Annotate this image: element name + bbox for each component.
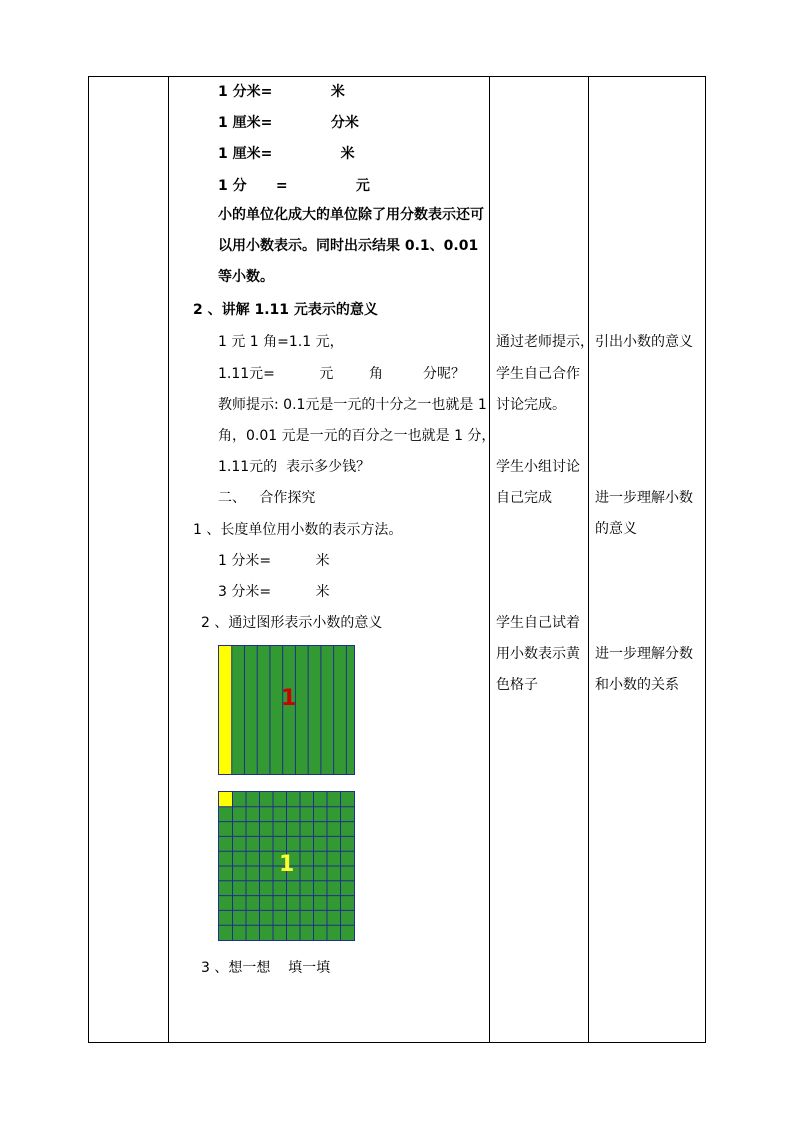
hundredths-grid-figure — [218, 791, 355, 941]
student-activity-c3: 色格子 — [496, 677, 538, 693]
highlighted-tenth — [219, 646, 232, 774]
figure-label-1: 1 — [281, 686, 297, 711]
column-divider-3 — [588, 77, 589, 1042]
design-intent-a1: 引出小数的意义 — [595, 334, 693, 350]
highlighted-hundredth — [219, 792, 233, 807]
conversion-line-3: 1 厘米= 米 — [218, 146, 355, 162]
activity-1-line-1: 1 分米= 米 — [218, 553, 330, 569]
design-intent-c2: 和小数的关系 — [595, 677, 679, 693]
student-activity-c1: 学生自己试着 — [496, 615, 580, 631]
student-activity-a3: 讨论完成。 — [496, 397, 566, 413]
teacher-hint-line-2: 角，0.01 元是一元的百分之一也就是 1 分， — [218, 428, 496, 444]
column-divider-2 — [489, 77, 490, 1042]
design-intent-b1: 进一步理解小数 — [595, 490, 693, 506]
student-activity-c2: 用小数表示黄 — [496, 646, 580, 662]
explanation-paragraph: 小的单位化成大的单位除了用分数表示还可以用小数表示。同时出示结果 0.1、0.01 等小数。 — [218, 207, 484, 285]
student-activity-a2: 学生自己合作 — [496, 366, 580, 382]
conversion-line-1: 1 分米= 米 — [218, 84, 345, 100]
part-two-heading: 二、 合作探究 — [218, 490, 316, 506]
conversion-line-2: 1 厘米= 分米 — [218, 115, 359, 131]
activity-1-line-2: 3 分米= 米 — [218, 584, 330, 600]
yuan-line-1: 1 元 1 角=1.1 元， — [218, 334, 344, 350]
design-intent-c1: 进一步理解分数 — [595, 646, 693, 662]
student-activity-b1: 学生小组讨论 — [496, 459, 580, 475]
teacher-hint-line-1: 教师提示: 0.1元是一元的十分之一也就是 1 — [218, 397, 487, 413]
question-line: 1.11元的 表示多少钱？ — [218, 459, 371, 475]
figure-label-2: 1 — [279, 852, 295, 877]
student-activity-a1: 通过老师提示， — [496, 334, 594, 350]
conversion-line-4: 1 分 = 元 — [218, 178, 370, 194]
yuan-line-2: 1.11元= 元 角 分呢？ — [218, 366, 466, 382]
tenths-grid-figure — [218, 645, 355, 775]
activity-3-title: 3 、想一想 填一填 — [201, 960, 331, 976]
column-divider-1 — [168, 77, 169, 1042]
section-title-2: 2 、讲解 1.11 元表示的意义 — [193, 302, 378, 318]
activity-1-title: 1 、长度单位用小数的表示方法。 — [193, 522, 403, 538]
design-intent-b2: 的意义 — [595, 521, 637, 537]
activity-2-title: 2 、通过图形表示小数的意义 — [201, 615, 383, 631]
student-activity-b2: 自己完成 — [496, 490, 552, 506]
